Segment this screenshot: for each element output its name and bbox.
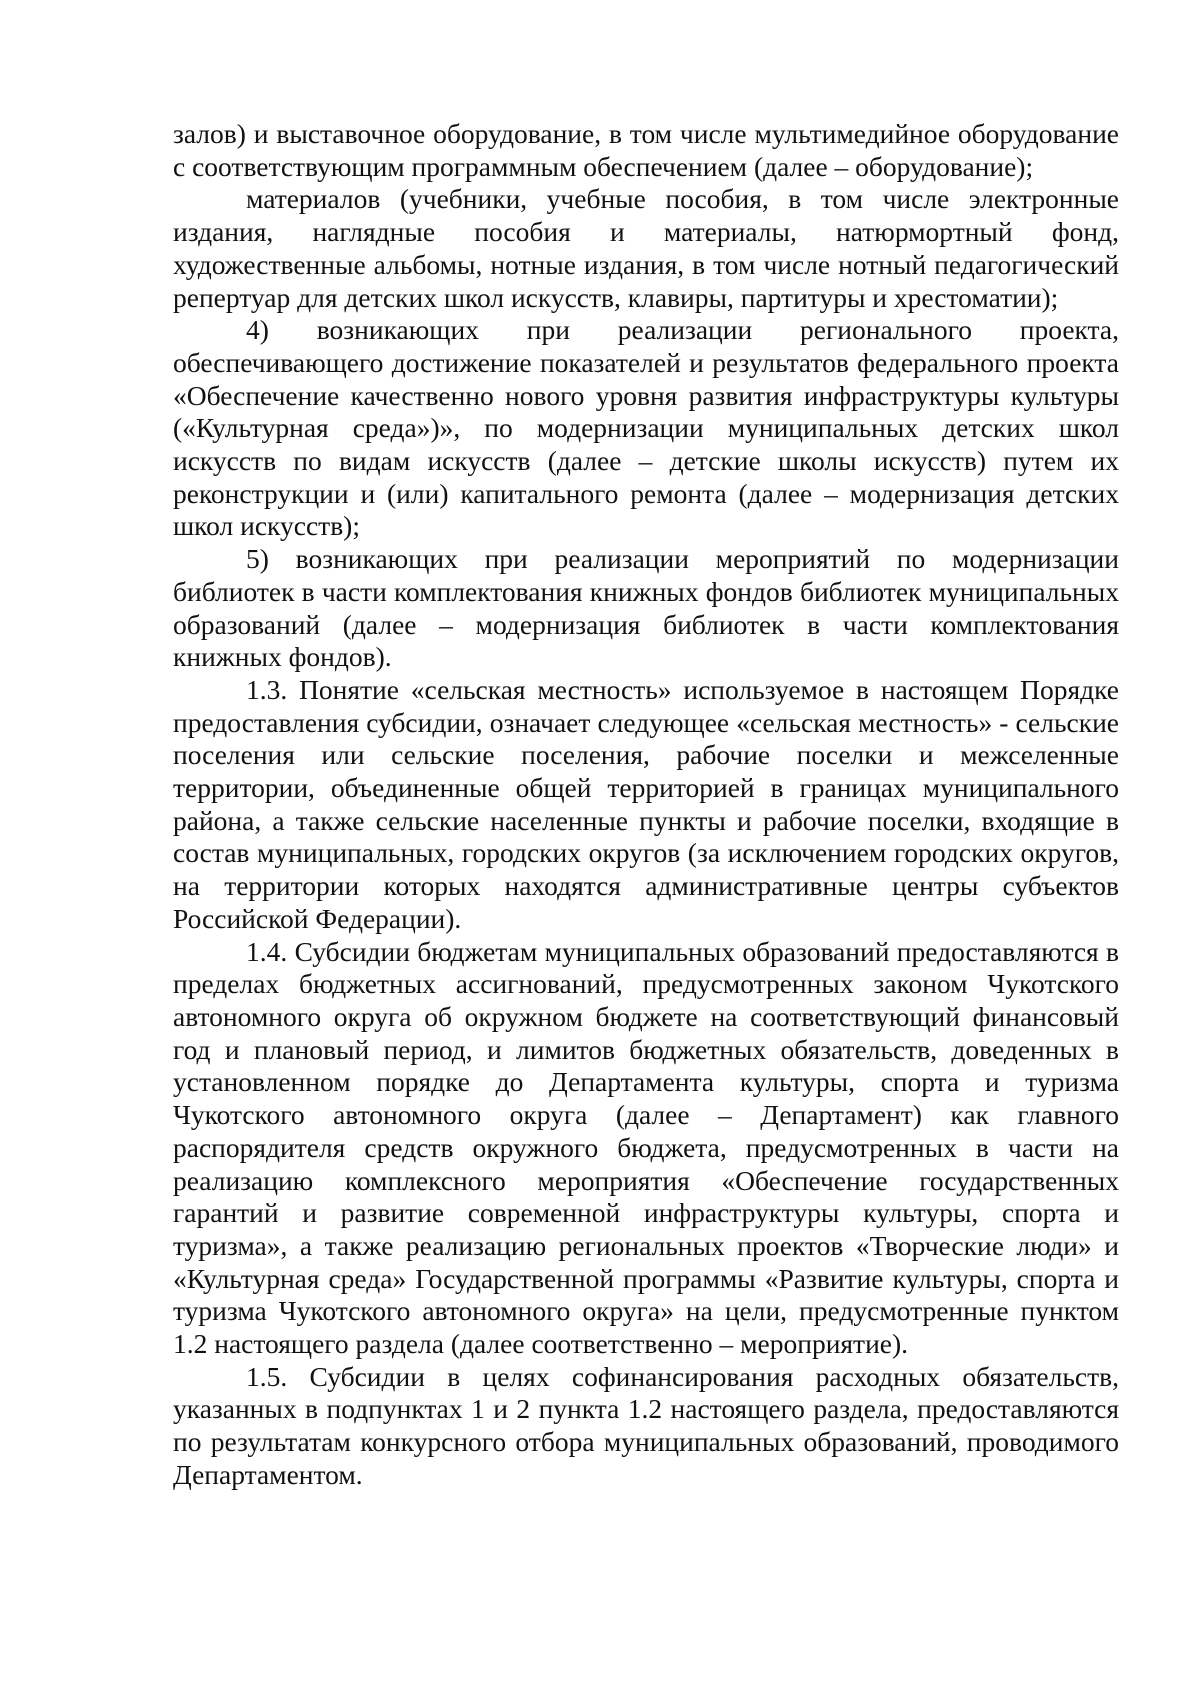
paragraph-materials: материалов (учебники, учебные пособия, в том числе электронные издания, наглядные пособия и материалы, натюрмортный фонд, художественные альбомы, нотные издания, в том числе нотный педагогический репертуар для детских школ искусств, клавиры, партитуры и хрестоматии);	[173, 183, 1119, 313]
paragraph-1-4: 1.4. Субсидии бюджетам муниципальных образований предоставляются в пределах бюджетных ассигнований, предусмотренных законом Чукотского автономного округа об окружном бюджете на соответствующий финансовый год и плановый период, и лимитов бюджетных обязательств, доведенных в установленном порядке до Департамента культуры, спорта и туризма Чукотского автономного округа (далее – Департамент) как главного распорядителя средств окружного бюджета, предусмотренных в части на реализацию комплексного мероприятия «Обеспечение государственных гарантий и развитие современной инфраструктуры культуры, спорта и туризма», а также реализацию региональных проектов «Творческие люди» и «Культурная среда» Государственной программы «Развитие культуры, спорта и туризма Чукотского автономного округа» на цели, предусмотренные пунктом 1.2 настоящего раздела (далее соответственно – мероприятие).	[173, 935, 1119, 1360]
document-body	[173, 118, 1119, 1492]
paragraph-1-3: 1.3. Понятие «сельская местность» используемое в настоящем Порядке предоставления субсидии, означает следующее «сельская местность» - сельские поселения или сельские поселения, рабочие поселки и межселенные территории, объединенные общей территорией в границах муниципального района, а также сельские населенные пункты и рабочие поселки, входящие в состав муниципальных, городских округов (за исключением городских округов, на территории которых находятся административные центры субъектов Российской Федерации).	[173, 673, 1119, 934]
paragraph-item-4: 4) возникающих при реализации регионального проекта, обеспечивающего достижение показателей и результатов федерального проекта «Обеспечение качественно нового уровня развития инфраструктуры культуры («Культурная среда»)», по модернизации муниципальных детских школ искусств по видам искусств (далее – детские школы искусств) путем их реконструкции и (или) капитального ремонта (далее – модернизация детских школ искусств);	[173, 314, 1119, 542]
paragraph-equipment-continuation: залов) и выставочное оборудование, в том числе мультимедийное оборудование с соответствующим программным обеспечением (далее – оборудование);	[173, 118, 1119, 182]
paragraph-1-5: 1.5. Субсидии в целях софинансирования расходных обязательств, указанных в подпунктах 1 и 2 пункта 1.2 настоящего раздела, предоставляются по результатам конкурсного отбора муниципальных образований, проводимого Департаментом.	[173, 1360, 1119, 1490]
paragraph-item-5: 5) возникающих при реализации мероприятий по модернизации библиотек в части комплектования книжных фондов библиотек муниципальных образований (далее – модернизация библиотек в части комплектования книжных фондов).	[173, 543, 1119, 673]
